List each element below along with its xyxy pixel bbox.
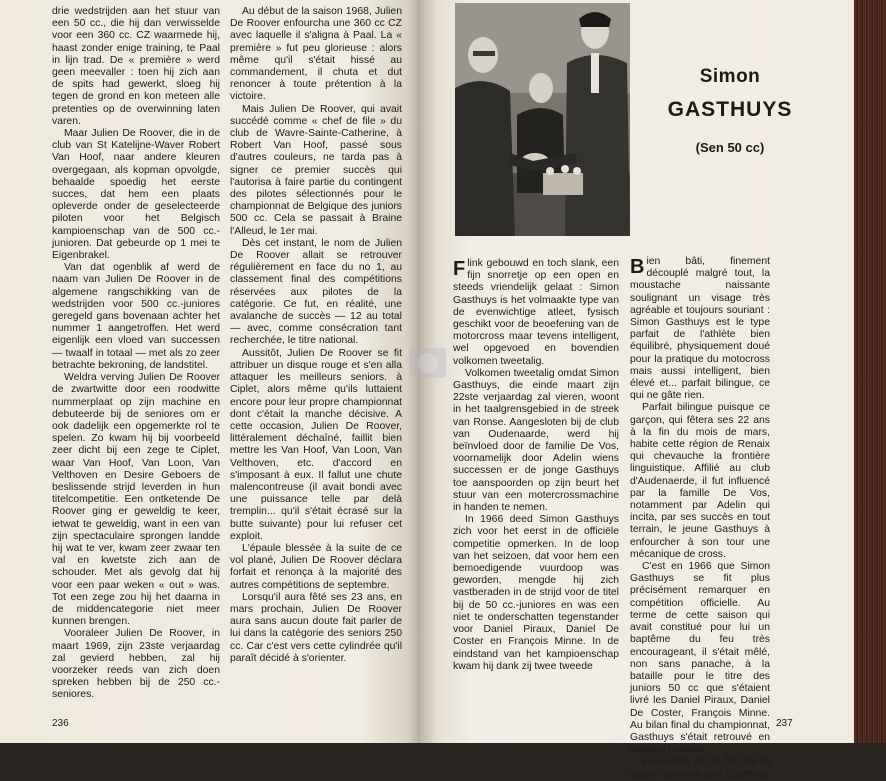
- paragraph: En réalité, ce ne fut que la saison suivante que Gasthuys: [630, 756, 770, 780]
- page-number-right: 237: [776, 718, 793, 729]
- title-first-name: Simon: [699, 66, 761, 87]
- photo-illustration: [455, 3, 630, 236]
- title-last-name: GASTHUYS: [667, 98, 793, 121]
- paragraph: Flink gebouwd en toch slank, een fijn snorretje op een open en steeds vriendelijk gelaat : Simon Gasthuys is het volmaakte type van de evenwichtige atleet, fysisch geschikt voor de beoefening van de motorcross maar tevens intelligent, wel opgevoed en bovendien volkomen tweetalig.: [453, 258, 619, 367]
- paragraph: drie wedstrijden aan het stuur van een 50 cc., die hij dan verwisselde voor een 360 cc. CZ waarmede hij, haast zonder enige training, te Paal in lijn trad. De « première » werd geen meevaller : toen hij zich aan de spits had gewerkt, sloeg hij tegen de grond en kon meteen alle pretenties op de overwinning laten varen.: [52, 6, 220, 127]
- paragraph: Aussitôt, Julien De Roover se fit attribuer un disque rouge et s'en alla attaquer les meilleurs seniors. à Ciplet, alors même qu'ils luttaient encore pour leur propre championnat dont c'était la manche décisive. A cette occasion, Julien De Roover, littéralement déchaîné, faillit bien mettre les Van Hoof, Van Loon, Van Velthoven, etc. d'accord en s'imposant à eux. Il fallut une chute malencontreuse (il avait bondi avec une puissance telle par delà tremplin... qu'il s'était écrasé sur la butte suivante) pour lui refuser cet exploit.: [230, 347, 402, 542]
- paragraph: Mais Julien De Roover, qui avait succédé comme « chef de file » du club de Wavre-Sainte-Catherine, à Robert Van Hoof, passé sous d'autres couleurs, ne tarda pas à signer ce premier succès qui l'autorisa à faire partie du contingent des pilotes sélectionnés pour le championnat de Belgique des juniors 500 cc. Cela se passait à Braine l'Alleud, le 1er mai.: [230, 103, 402, 237]
- left-page: [0, 0, 420, 743]
- paragraph: C'est en 1966 que Simon Gasthuys se fit plus précisément remarquer en compétition officielle. Au terme de cette saison qui avait constitué pour lui un baptême du feu très encourageant, il s'était mêlé, non sans panache, à la bataille pour le titre des juniors 50 cc que s'étaient livré les Daniel Piraux, Daniel De Coster, François Minne. Au bilan final du championnat, Gasthuys s'était retrouvé en sixième position.: [630, 561, 770, 756]
- paragraph: Maar Julien De Roover, die in de club van St Katelijne-Waver Robert Van Hoof, naar andere kleuren overgegaan, als kopman opvolgde, behaalde spoedig het eerste succes, dat hem een plaats opleverde onder de geselecteerde piloten voor het Belgisch kampioenschap van de 500 cc.-junioren. Dat gebeurde op 1 mei te Eigenbrakel.: [52, 128, 220, 262]
- left-column-dutch: [52, 6, 220, 702]
- paragraph: Parfait bilingue puisque ce garçon, qui fêtera ses 22 ans à la fin du mois de mars, habite cette région de Renaix qui chevauche la frontière linguistique. Affilié au club d'Audenaerde, il fut influencé par la famille De Vos, notamment par Adelin qui incita, par ses succès en tout terrain, le jeune Gasthuys à enfourcher à son tour une mécanique de cross.: [630, 402, 770, 560]
- paragraph: Bien bâti, finement découplé malgré tout, la moustache naissante soulignant un visage très agréable et toujours souriant : Simon Gasthuys est le type parfait de l'athlète bien équilibré, physiquement doué pour la pratique du motocross mais aussi intelligent, bien élevé et... parfait bilingue, ce qui ne gâte rien.: [630, 256, 770, 402]
- right-page: [420, 0, 854, 780]
- award-photo: [455, 3, 630, 236]
- watermark-stamp: [408, 346, 448, 380]
- article-title: [640, 66, 820, 155]
- page-number-left: 236: [52, 718, 69, 729]
- paragraph: L'épaule blessée à la suite de ce vol plané, Julien De Roover déclara forfait et renonça à la majorité des autres compétitions de septembre.: [230, 542, 402, 591]
- paragraph: Van dat ogenblik af werd de naam van Julien De Roover in de algemene rangschikking van de wedstrijden voor 500 cc.-juniores geregeld gans bovenaan achter het nummer 1 aangetroffen. Het werd eigenlijk een vloed van successen — twaalf in totaal — met als zo zeer betrachte bekroning, de landstitel.: [52, 262, 220, 371]
- paragraph: Dès cet instant, le nom de Julien De Roover allait se retrouver régulièrement en face du no 1, au classement final des compétitions réservées aux pilotes de la catégorie. Ce fut, en réalité, une avalanche de succès — 12 au total — avec, comme consécration tant recherchée, le titre national.: [230, 237, 402, 347]
- book-edge: [854, 0, 886, 743]
- left-column-french: [230, 6, 402, 665]
- paragraph: Weldra verving Julien De Roover de zwartwitte door een roodwitte nummerplaat op zijn machine en debuteerde bij de seniores om er ook dadelijk een opgemerkte rol te spelen. Zo kwam hij bij voorbeeld zeer dicht bij een zege te Ciplet, waar Van Hoof, Van Loon, Van Velthoven en Desire Geboers de beslissende strijd leverden in hun titelcompetitie. Een ontketende De Roover ging er geweldig te keer, ietwat te geweldig, want in een van zijn spectaculaire sprongen landde hij wat te ver, kwam zeer zwaar ten val en kwetste zich aan de schouder. Met als gevolg dat hij voor een paar weken « out » was. Tot een zege zou hij het daarna in de middencategorie niet meer kunnen brengen.: [52, 372, 220, 628]
- paragraph: Vooraleer Julien De Roover, in maart 1969, zijn 23ste verjaardag zal gevierd hebben, zal hij voorzeker reeds van zich doen spreken hebben bij de 250 cc.-seniores.: [52, 628, 220, 701]
- title-category: (Sen 50 cc): [695, 140, 765, 155]
- right-column-french: [630, 256, 770, 781]
- paragraph: Au début de la saison 1968, Julien De Roover enfourcha une 360 cc CZ avec laquelle il s'aligna à Paal. La « première » fut peu glorieuse : alors même qu'il s'était hissé au commandement, il chuta et dut renoncer à toute prétention à la victoire.: [230, 6, 402, 103]
- drop-cap: B: [630, 256, 645, 278]
- drop-cap: F: [453, 258, 466, 280]
- right-column-dutch: [453, 258, 619, 673]
- paragraph: In 1966 deed Simon Gasthuys zich voor het eerst in de officiële competitie opmerken. In de loop van het seizoen, dat voor hem een bemoedigende vuurdoop was geworden, mengde hij zich vastberaden in de strijd voor de titel bij de 50 cc.-juniores en was een niet te onderschatten tegenstander voor Daniel Piraux, Daniel De Coster en François Minne. In de eindstand van het kampioenschap kwam hij dank zij twee tweede: [453, 514, 619, 672]
- paragraph: Volkomen tweetalig omdat Simon Gasthuys, die einde maart zijn 22ste verjaardag zal vieren, woont in het taalgrensgebied in de streek van Ronse. Aangesloten bij de club van Oudenaarde, werd hij beïnvloed door de familie De Vos, voornamelijk door Adelin wiens successen er de jonge Gasthuys toe aanspoorden op zijn beurt het stuur van een motercrossmachine in handen te nemen.: [453, 367, 619, 514]
- paragraph: Lorsqu'il aura fêté ses 23 ans, en mars prochain, Julien De Roover aura sans aucun doute fait parler de lui dans la catégorie des seniors 250 cc. Car c'est vers cette cylindrée qu'il paraît décidé à s'orienter.: [230, 591, 402, 664]
